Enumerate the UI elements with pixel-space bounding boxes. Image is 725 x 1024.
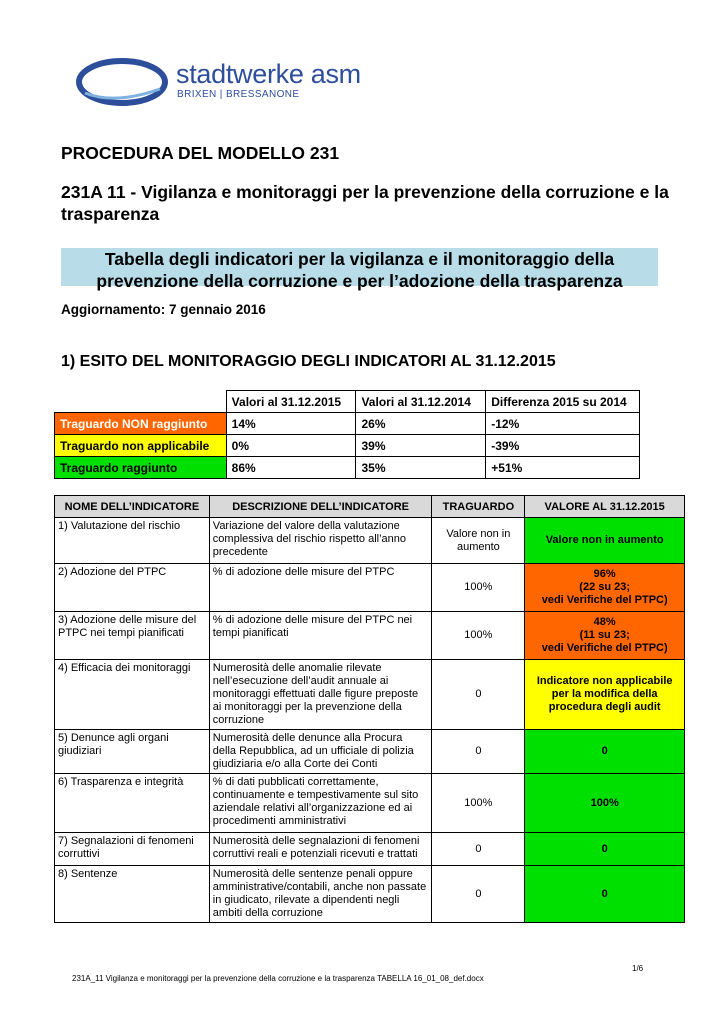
summary-cell: +51% (486, 457, 640, 479)
summary-corner (55, 391, 227, 413)
summary-header-row (55, 391, 640, 413)
indicator-value-line: 100% (590, 796, 619, 809)
indicator-target: 0 (432, 660, 525, 730)
indicator-value-line: per la modifica della (551, 688, 658, 700)
indicator-value-line: 0 (601, 887, 608, 900)
brand-subtitle: BRIXEN | BRESSANONE (177, 89, 300, 100)
indicator-value-line: Valore non in aumento (545, 534, 664, 546)
indicator-value (525, 833, 685, 866)
indicator-description: % di adozione delle misure del PTPC nei tempi pianificati (209, 612, 432, 660)
indicator-value (525, 774, 685, 833)
table-banner (61, 248, 658, 291)
indicator-description: Numerosità delle sentenze penali oppure amministrative/contabili, anche non passate in giudicato, rilevate a dipendenti negli ambiti della corruzione (209, 866, 432, 923)
indicator-target: 0 (432, 833, 525, 866)
indicator-row (55, 518, 685, 564)
summary-table (54, 390, 640, 479)
indicator-description: Numerosità delle segnalazioni di fenomeni corruttivi reali e potenziali ricevuti e trattati (209, 833, 432, 866)
summary-cell: -39% (486, 435, 640, 457)
indicator-row (55, 564, 685, 612)
indicator-row (55, 730, 685, 774)
indicator-name: 2) Adozione del PTPC (55, 564, 210, 612)
summary-cell: -12% (486, 413, 640, 435)
indicator-description: Numerosità delle denunce alla Procura della Repubblica, ad un ufficiale di polizia giudiziaria e/o alla Corte dei Conti (209, 730, 432, 774)
indicator-value-line: (22 su 23; (579, 581, 631, 593)
brand-name: stadtwerke asm (176, 59, 361, 89)
indicators-col-header: TRAGUARDO (432, 496, 525, 518)
summary-cell: 0% (226, 435, 356, 457)
indicators-col-header: DESCRIZIONE DELL’INDICATORE (209, 496, 432, 518)
summary-row-label: Traguardo NON raggiunto (55, 413, 227, 435)
document-title: PROCEDURA DEL MODELLO 231 (61, 143, 340, 163)
indicator-value-line: 96% (593, 568, 616, 580)
indicator-value-line: 0 (601, 745, 608, 757)
indicator-description: % di adozione delle misure del PTPC (209, 564, 432, 612)
indicator-value (525, 518, 685, 564)
indicator-target: 100% (432, 774, 525, 833)
indicator-value-line: procedura degli audit (548, 701, 661, 713)
indicator-value-line: vedi Verifiche del PTPC) (541, 594, 668, 606)
footer-filename: 231A_11 Vigilanza e monitoraggi per la prevenzione della corruzione e la trasparenza TABELLA 16_01_08_def.docx (72, 974, 484, 983)
indicator-row (55, 660, 685, 730)
indicator-value-line: vedi Verifiche del PTPC) (541, 642, 668, 654)
indicator-description: Numerosità delle anomalie rilevate nell’esecuzione dell’audit annuale ai monitoraggi effettuati dalle figure preposte ai monitoraggi per la prevenzione della corruzione (209, 660, 432, 730)
summary-cell: 26% (356, 413, 486, 435)
summary-col-header: Differenza 2015 su 2014 (486, 391, 640, 413)
summary-row (55, 435, 640, 457)
indicator-name: 3) Adozione delle misure del PTPC nei tempi pianificati (55, 612, 210, 660)
summary-row (55, 413, 640, 435)
indicator-row (55, 833, 685, 866)
indicator-name: 5) Denunce agli organi giudiziari (55, 730, 210, 774)
company-logo (75, 55, 361, 111)
indicator-value-line: (11 su 23; (579, 629, 630, 641)
indicators-header-row (55, 496, 685, 518)
update-date: Aggiornamento: 7 gennaio 2016 (61, 302, 266, 317)
indicator-value (525, 730, 685, 774)
page-number: 1/6 (632, 964, 644, 973)
banner-line-2: prevenzione della corruzione e per l’adozione della trasparenza (96, 271, 623, 291)
summary-row-label: Traguardo raggiunto (55, 457, 227, 479)
indicator-name: 4) Efficacia dei monitoraggi (55, 660, 210, 730)
indicators-table (54, 495, 685, 923)
indicator-row (55, 612, 685, 660)
indicator-target: 0 (432, 866, 525, 923)
indicator-target (432, 518, 525, 564)
summary-cell: 86% (226, 457, 356, 479)
indicator-description: Variazione del valore della valutazione complessiva del rischio rispetto all’anno precedente (209, 518, 432, 564)
indicators-col-header: VALORE AL 31.12.2015 (525, 496, 685, 518)
summary-cell: 39% (356, 435, 486, 457)
banner-line-1: Tabella degli indicatori per la vigilanza e il monitoraggio della (104, 249, 615, 269)
logo-swoosh-icon (75, 55, 185, 111)
indicator-value-line: 48% (593, 616, 616, 628)
indicator-target-text: Valore non in aumento (446, 527, 511, 553)
indicator-target: 100% (432, 612, 525, 660)
summary-row-label: Traguardo non applicabile (55, 435, 227, 457)
summary-cell: 14% (226, 413, 356, 435)
indicator-name: 6) Trasparenza e integrità (55, 774, 210, 833)
indicator-value (525, 660, 685, 730)
indicator-value-line: 0 (601, 842, 608, 855)
indicator-name: 7) Segnalazioni di fenomeni corruttivi (55, 833, 210, 866)
indicator-row (55, 866, 685, 923)
indicator-value (525, 866, 685, 923)
indicator-description: % di dati pubblicati correttamente, continuamente e tempestivamente sul sito aziendale relativi all’organizzazione ed ai procedimenti amministrativi (209, 774, 432, 833)
document-subtitle: 231A 11 - Vigilanza e monitoraggi per la prevenzione della corruzione e la trasparenza (61, 182, 669, 224)
indicator-name: 1) Valutazione del rischio (55, 518, 210, 564)
indicators-col-header: NOME DELL’INDICATORE (55, 496, 210, 518)
indicator-name: 8) Sentenze (55, 866, 210, 923)
section-heading: 1) ESITO DEL MONITORAGGIO DEGLI INDICATORI AL 31.12.2015 (61, 353, 556, 370)
summary-row (55, 457, 640, 479)
summary-col-header: Valori al 31.12.2014 (356, 391, 486, 413)
indicator-target: 0 (432, 730, 525, 774)
indicator-value (525, 564, 685, 612)
indicator-value (525, 612, 685, 660)
indicator-value-line: Indicatore non applicabile (536, 675, 673, 687)
indicator-target: 100% (432, 564, 525, 612)
indicator-row (55, 774, 685, 833)
summary-cell: 35% (356, 457, 486, 479)
summary-col-header: Valori al 31.12.2015 (226, 391, 356, 413)
